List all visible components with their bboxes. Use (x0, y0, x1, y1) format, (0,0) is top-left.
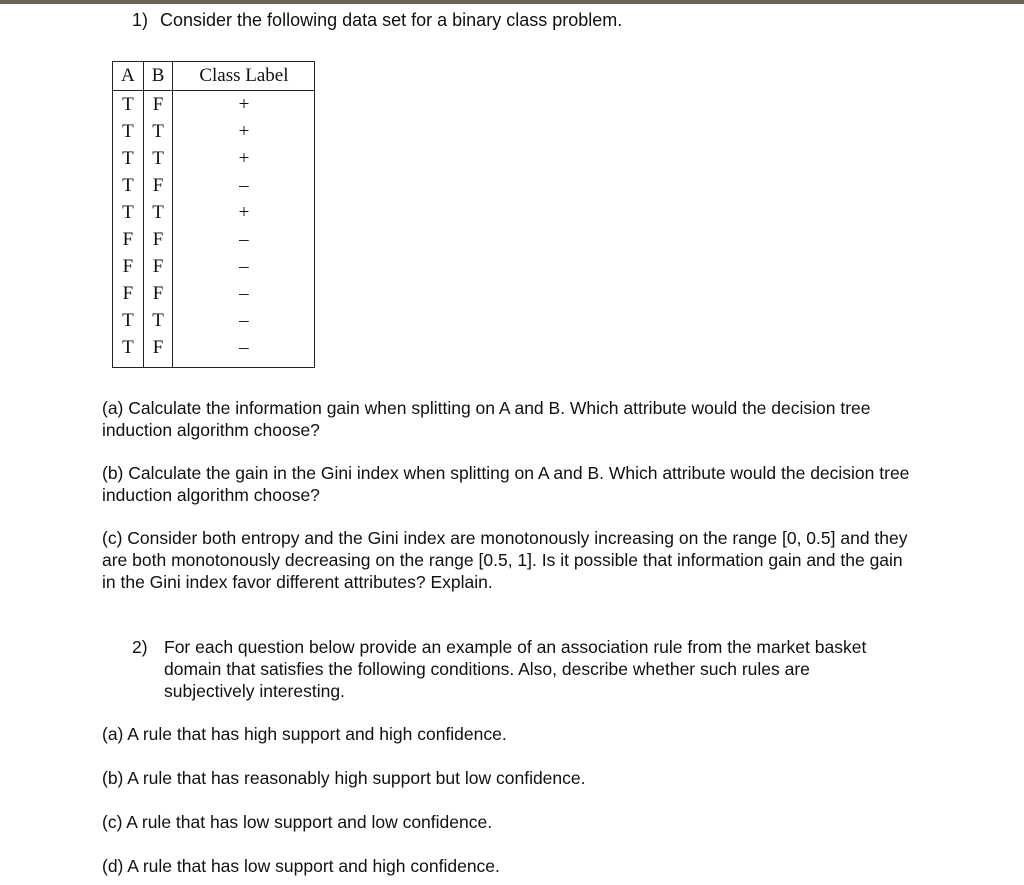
cell-class-label: + (173, 118, 315, 145)
table-row (113, 172, 315, 199)
cell-class-label: + (173, 91, 315, 119)
cell-a: F (122, 283, 134, 304)
column-header-a: A (113, 62, 144, 91)
table-row (113, 145, 315, 172)
table-row (113, 226, 315, 253)
table-row (113, 334, 315, 368)
cell-b: T (143, 145, 173, 172)
cell-class-label: + (173, 199, 315, 226)
question-1-part-c: (c) Consider both entropy and the Gini index are monotonously increasing on the range [0, 0.5] and they are both monotonously decreasing on the range [0.5, 1]. Is it possible that information gain and the gain in the Gini index favor different attributes? Explain. (102, 528, 908, 592)
table-row (113, 253, 315, 280)
cell-b: F (143, 334, 173, 368)
cell-b: T (143, 118, 173, 145)
cell-b: F (143, 91, 173, 119)
table-row (113, 118, 315, 145)
question-2-part-a: (a) A rule that has high support and high confidence. (102, 724, 507, 744)
binary-class-data-table (112, 61, 315, 368)
cell-class-label: – (173, 226, 315, 253)
cell-class-label: – (173, 253, 315, 280)
question-1-heading (132, 10, 622, 31)
cell-class-label: – (173, 172, 315, 199)
table-row (113, 91, 315, 119)
question-1-part-a: (a) Calculate the information gain when splitting on A and B. Which attribute would the decision tree induction algorithm choose? (102, 398, 871, 440)
question-2-part-d: (d) A rule that has low support and high confidence. (102, 856, 500, 876)
cell-a: T (122, 148, 134, 169)
cell-b: T (143, 199, 173, 226)
question-number: 1) (132, 10, 149, 30)
question-1-part-b: (b) Calculate the gain in the Gini index when splitting on A and B. Which attribute would the decision tree induction algorithm choose? (102, 463, 910, 505)
cell-class-label: – (173, 334, 315, 368)
question-2-heading (132, 636, 902, 702)
cell-a: T (122, 202, 134, 223)
cell-class-label: – (173, 307, 315, 334)
table-row (113, 307, 315, 334)
column-header-b: B (143, 62, 173, 91)
cell-a: F (122, 229, 134, 250)
cell-a: T (122, 337, 134, 358)
question-prompt: Consider the following data set for a binary class problem. (160, 10, 623, 30)
cell-b: F (143, 172, 173, 199)
cell-b: F (143, 226, 173, 253)
cell-a: T (122, 175, 134, 196)
cell-b: T (143, 307, 173, 334)
question-prompt: For each question below provide an example of an association rule from the market basket domain that satisfies the following conditions. Also, describe whether such rules are subjectively interesting. (164, 637, 867, 701)
cell-class-label: + (173, 145, 315, 172)
cell-b: F (143, 253, 173, 280)
cell-a: T (122, 94, 134, 115)
cell-b: F (143, 280, 173, 307)
table-row (113, 199, 315, 226)
question-2-part-b: (b) A rule that has reasonably high support but low confidence. (102, 768, 586, 788)
question-number: 2) (132, 637, 148, 657)
top-border (0, 0, 1024, 4)
question-2-part-c: (c) A rule that has low support and low confidence. (102, 812, 493, 832)
table-row (113, 280, 315, 307)
cell-class-label: – (173, 280, 315, 307)
column-header-class-label: Class Label (173, 62, 315, 91)
cell-a: F (122, 256, 134, 277)
cell-a: T (122, 310, 134, 331)
cell-a: T (122, 121, 134, 142)
table-header-row (113, 62, 315, 91)
